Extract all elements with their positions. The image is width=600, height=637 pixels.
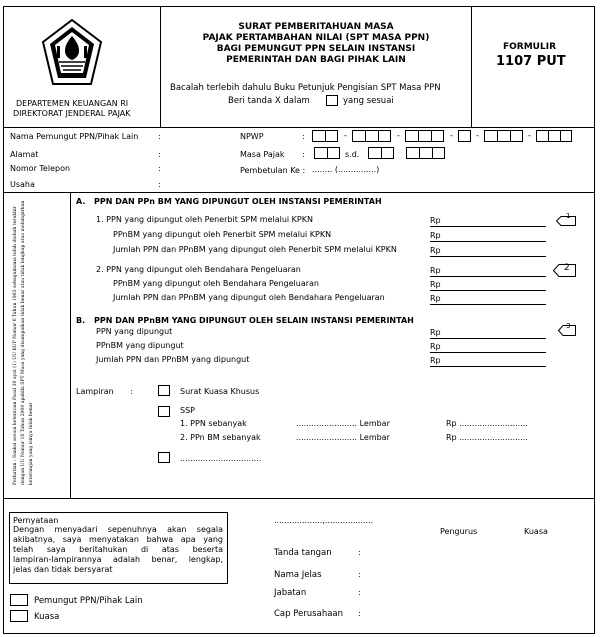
instruction-line: Bacalah terlebih dahulu Buku Petunjuk Pengisian SPT Masa PPN <box>170 83 441 93</box>
sign-label: Nama Jelas <box>274 570 322 580</box>
amount-field[interactable] <box>430 226 546 227</box>
sign-colon: : <box>358 570 361 579</box>
ministry-logo <box>39 18 105 90</box>
other-attachment-field[interactable]: ................................ <box>180 454 262 463</box>
dept-line1: DEPARTEMEN KEUANGAN RI <box>16 99 129 108</box>
amount-field[interactable] <box>430 241 546 242</box>
lampiran-label: Lampiran <box>76 387 114 396</box>
amount-field[interactable] <box>430 256 546 257</box>
section-b-title: PPN DAN PPnBM YANG DIPUNGUT OLEH SELAIN INSTANSI PEMERINTAH <box>94 316 414 325</box>
warning-sidebar <box>12 195 62 485</box>
section-a-row: PPnBM yang dipungut oleh Penerbit SPM melalui KPKN <box>113 230 332 239</box>
surat-kuasa-label: Surat Kuasa Khusus <box>180 387 260 396</box>
other-checkbox[interactable] <box>158 452 170 463</box>
ssp-ppn-label: 1. PPN sebanyak <box>180 419 247 428</box>
section-a-letter: A. <box>76 197 86 206</box>
pernyataan-text <box>13 525 223 575</box>
title-line: SURAT PEMBERITAHUAN MASA <box>238 22 394 32</box>
rp-label: Rp <box>430 328 441 337</box>
rp-label: Rp <box>430 294 441 303</box>
npwp-label: NPWP <box>240 132 264 141</box>
dept-line2: DIREKTORAT JENDERAL PAJAK <box>13 109 131 118</box>
field-label: Nomor Telepon <box>10 164 71 173</box>
masa-to-input[interactable] <box>368 147 394 159</box>
sign-label: Tanda tangan <box>274 548 332 558</box>
pernyataan-line: telah saya beritahukan di atas beserta <box>13 545 223 554</box>
masa-label: Masa Pajak <box>240 150 285 159</box>
ssp-ppnbm-lembar[interactable]: ........................ Lembar <box>296 433 390 442</box>
amount-field[interactable] <box>430 304 546 305</box>
place-date-field[interactable]: ...................,................... <box>274 516 374 525</box>
section-b-row: Jumlah PPN dan PPnBM yang dipungut <box>96 355 250 364</box>
sign-colon: : <box>358 609 361 618</box>
section-a-row: Jumlah PPN dan PPnBM yang dipungut oleh Bendahara Pengeluaran <box>113 293 385 302</box>
ssp-ppnbm-rp[interactable]: Rp ........................... <box>446 433 528 442</box>
section-a-row: Jumlah PPN dan PPnBM yang dipungut oleh Penerbit SPM melalui KPKN <box>113 245 397 254</box>
field-label: Nama Pemungut PPN/Pihak Lain <box>10 132 139 141</box>
field-colon: : <box>158 180 161 189</box>
section-a-title: PPN DAN PPn BM YANG DIPUNGUT OLEH INSTANSI PEMERINTAH <box>94 197 382 206</box>
ssp-ppn-rp[interactable]: Rp ........................... <box>446 419 528 428</box>
pemungut-checkbox[interactable] <box>10 594 28 606</box>
tag-2: 2 <box>553 262 576 275</box>
kuasa-label: Kuasa <box>524 527 548 536</box>
title-line: BAGI PEMUNGUT PPN SELAIN INSTANSI <box>216 44 416 54</box>
rp-label: Rp <box>430 216 441 225</box>
title-line: PAJAK PERTAMBAHAN NILAI (SPT MASA PPN) <box>202 33 430 43</box>
field-colon: : <box>158 132 161 141</box>
example-checkbox <box>326 95 338 106</box>
instruction-line-2: Beri tanda X dalam <box>228 96 310 106</box>
pembetulan-label: Pembetulan Ke : <box>240 166 306 175</box>
title-line: PEMERINTAH DAN BAGI PIHAK LAIN <box>226 55 406 65</box>
amount-field[interactable] <box>430 290 546 291</box>
field-label: Alamat <box>10 150 39 159</box>
field-colon: : <box>158 150 161 159</box>
sign-colon: : <box>358 548 361 557</box>
rp-label: Rp <box>430 246 441 255</box>
lampiran-colon: : <box>130 387 133 396</box>
ssp-label: SSP <box>180 406 195 415</box>
field-label: Usaha <box>10 180 35 189</box>
masa-colon: : <box>302 150 305 159</box>
rp-label: Rp <box>430 280 441 289</box>
sign-label: Cap Perusahaan <box>274 609 344 619</box>
section-a-row: 1. PPN yang dipungut oleh Penerbit SPM melalui KPKN <box>96 215 313 224</box>
tag-1: 1 <box>556 211 576 221</box>
masa-from-input[interactable] <box>314 147 340 159</box>
section-b-row: PPN yang dipungut <box>96 327 173 336</box>
section-b-row: PPnBM yang dipungut <box>96 341 184 350</box>
amount-field[interactable] <box>430 352 546 353</box>
rp-label: Rp <box>430 342 441 351</box>
form-title <box>161 22 471 66</box>
rp-label: Rp <box>430 231 441 240</box>
pernyataan-title: Pernyataan <box>13 516 59 525</box>
rp-label: Rp <box>430 356 441 365</box>
pernyataan-line: Dengan menyadari sepenuhnya akan segala <box>13 525 223 534</box>
instruction-line-2b: yang sesuai <box>343 96 394 106</box>
field-colon: : <box>158 164 161 173</box>
pengurus-label: Pengurus <box>440 527 478 536</box>
amount-field[interactable] <box>430 276 546 277</box>
year-input[interactable] <box>406 147 445 159</box>
amount-field[interactable] <box>430 338 546 339</box>
pernyataan-line: akibatnya, saya menyatakan bahwa apa yang <box>13 535 223 544</box>
ssp-ppnbm-label: 2. PPn BM sebanyak <box>180 433 261 442</box>
sd-label: s.d. <box>345 150 360 159</box>
section-a-row: 2. PPN yang dipungut oleh Bendahara Pengeluaran <box>96 265 301 274</box>
section-a-row: PPnBM yang dipungut oleh Bendahara Pengeluaran <box>113 279 319 288</box>
kuasa-option-label: Kuasa <box>34 612 60 622</box>
kuasa-checkbox[interactable] <box>10 610 28 622</box>
sign-label: Jabatan <box>274 588 307 598</box>
ssp-ppn-lembar[interactable]: ........................ Lembar <box>296 419 390 428</box>
pernyataan-line: lampiran-lampirannya adalah benar, lengkap, <box>13 555 223 564</box>
section-b-letter: B. <box>76 316 86 325</box>
tag-3: 3 <box>558 321 576 332</box>
surat-kuasa-checkbox[interactable] <box>158 385 170 396</box>
rp-label: Rp <box>430 266 441 275</box>
sign-colon: : <box>358 588 361 597</box>
ssp-checkbox[interactable] <box>158 406 170 417</box>
pemungut-label: Pemungut PPN/Pihak Lain <box>34 596 143 606</box>
amount-field[interactable] <box>430 366 546 367</box>
form-label: FORMULIR <box>503 42 557 52</box>
npwp-input[interactable]: - - - - - <box>312 130 572 142</box>
npwp-colon: : <box>302 132 305 141</box>
pernyataan-line: jelas dan tidak bersyarat <box>13 565 113 574</box>
warning-text: Perhatian : Sanksi sesuai ketentuan Pasal 39 ayat (1) UU KUP Nomor 6 Tahun 1983 sebagaimana telah diubah terakhir dengan UU Nomor 16 Tahun 2000 apabila SPT Masa yang disampaikan tidak benar atau tidak lengkap atau melampirkan keterangan yang isinya tidak benar <box>13 200 34 485</box>
pembetulan-value[interactable]: ........ (...............) <box>312 165 380 174</box>
form-number: 1107 PUT <box>496 54 566 69</box>
